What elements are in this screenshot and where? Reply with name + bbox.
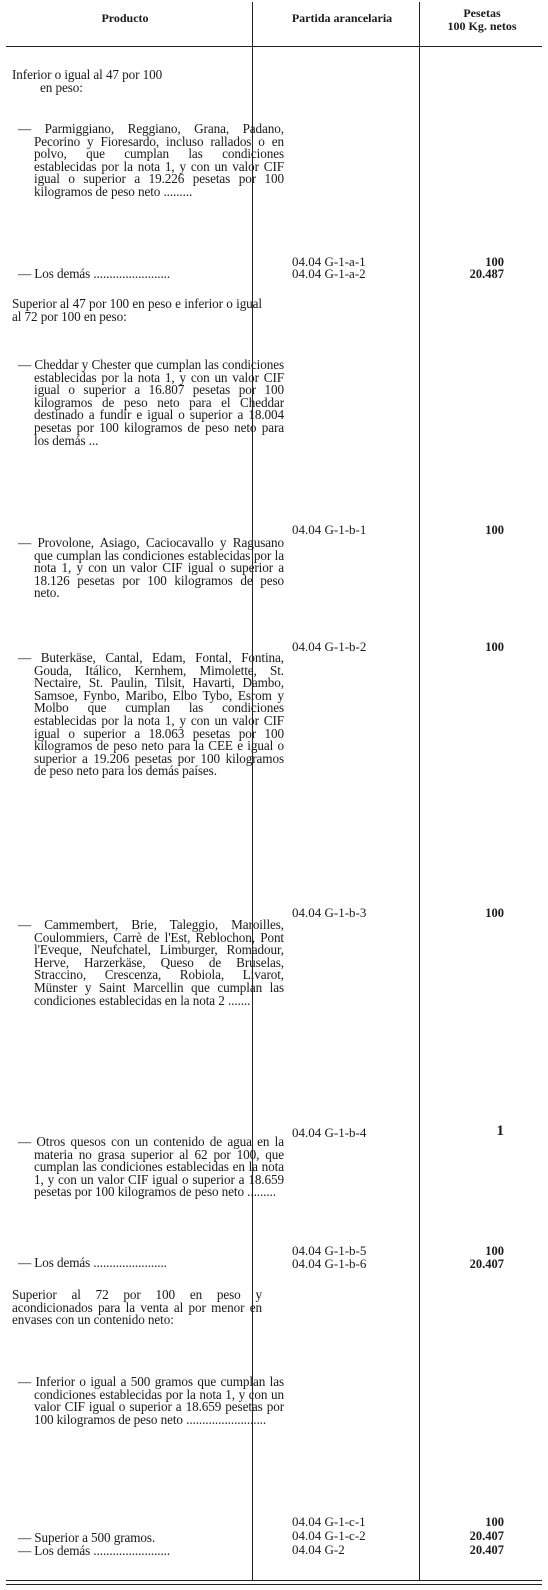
item-parmiggiano: — Parmiggiano, Reggiano, Grana, Padano, Pecorino y Fioresardo, incluso rallados o en polvo, que cumplan las condiciones establecidas por la nota 1, y con un valor CIF igual o superior a 19.226 pesetas por 100 kilogramos de peso neto .........: [18, 121, 284, 199]
item-provolone: — Provolone, Asiago, Caciocavallo y Ragusano que cumplan las condiciones establecidas por la nota 1, y con un valor CIF igual o superior a 18.126 pesetas por 100 kilogramos de peso neto.: [18, 535, 284, 601]
item-buterkase: — Buterkäse, Cantal, Edam, Fontal, Fontina, Gouda, Itálico, Kernhem, Mimolette, St. Nectaire, St. Paulin, Tilsit, Havarti, Dambo, Samsoe, Fynbo, Maribo, Elbo Tybo, Esrom y Molbo que cumplan las condiciones establecidas por la nota 1, y con un valor CIF igual o superior a 18.063 pesetas por 100 kilogramos de peso neto para la CEE e igual o superior a 19.206 pesetas por 100 kilogramos de peso neto para los demás países.: [18, 650, 284, 779]
valor-cell: 100: [485, 255, 504, 269]
partida-cell: 04.04 G-1-b-2: [292, 639, 367, 654]
valor-cell: 20.407: [469, 1529, 504, 1543]
valor-cell: 100: [485, 1515, 504, 1529]
partida-cell: 04.04 G-1-c-2: [292, 1528, 366, 1543]
header-producto: Producto: [101, 11, 149, 25]
valor-cell: 100: [485, 906, 504, 920]
section-1-title-line1: Inferior o igual al 47 por 100: [12, 67, 163, 82]
valor-cell: 100: [485, 1244, 504, 1258]
item-los-demas-1: — Los demás ........................: [18, 266, 171, 281]
bottom-rule-2: [6, 1584, 542, 1585]
section-3-title: Superior al 72 por 100 en peso y acondicionados para la venta al por menor en envases con un contenido neto:: [12, 1287, 262, 1328]
valor-cell: 100: [485, 640, 504, 654]
item-superior-500: — Superior a 500 gramos.: [18, 1530, 156, 1545]
valor-cell: 20.487: [469, 267, 504, 281]
item-los-demas-3: — Los demás ........................: [18, 1543, 171, 1558]
partida-cell: 04.04 G-2: [292, 1542, 345, 1557]
header-pesetas: [422, 7, 542, 33]
partida-cell: 04.04 G-1-b-5: [292, 1243, 367, 1258]
partida-cell: 04.04 G-1-b-6: [292, 1256, 367, 1271]
valor-cell: 100: [485, 523, 504, 537]
partida-cell: 04.04 G-1-a-2: [292, 266, 366, 281]
header-rule: [6, 46, 542, 47]
valor-cell: 20.407: [469, 1543, 504, 1557]
valor-cell: 20.407: [469, 1257, 504, 1271]
valor-cell: 1: [496, 1123, 504, 1139]
item-inferior-500: — Inferior o igual a 500 gramos que cumplan las condiciones establecidas por la nota 1, y con un valor CIF igual o superior a 18.659 pesetas por 100 kilogramos de peso neto .........................: [18, 1374, 284, 1427]
section-1-title-line2: en peso:: [40, 79, 83, 95]
section-1-title: [0, 69, 268, 94]
partida-cell: 04.04 G-1-b-3: [292, 905, 367, 920]
header-pesetas-line1: Pesetas: [463, 6, 501, 20]
section-2-title: Superior al 47 por 100 en peso e inferior o igual al 72 por 100 en peso:: [12, 296, 262, 324]
bottom-rule-1: [6, 1580, 542, 1581]
header-partida: Partida arancelaria: [291, 11, 393, 25]
column-divider-2: [419, 2, 420, 1580]
partida-cell: 04.04 G-1-c-1: [292, 1514, 366, 1529]
partida-cell: 04.04 G-1-b-1: [292, 522, 367, 537]
column-divider-1: [252, 2, 253, 1580]
partida-cell: 04.04 G-1-b-4: [292, 1125, 367, 1140]
header-pesetas-line2: 100 Kg. netos: [447, 19, 517, 33]
item-otros-quesos: — Otros quesos con un contenido de agua en la materia no grasa superior al 62 por 100, que cumplan las condiciones establecidas en la nota 1, y con un valor CIF igual o superior a 18.659 pesetas por 100 kilogramos de peso neto .........: [18, 1134, 284, 1200]
item-los-demas-2: — Los demás .......................: [18, 1255, 167, 1270]
item-cammembert: — Cammembert, Brie, Taleggio, Maroilles, Coulommiers, Carrè de l'Est, Reblochon, Pont l'Eveque, Neufchatel, Limburger, Romadour, Herve, Harzerkäse, Queso de Bruselas, Straccino, Crescenza, Robiola, Livarot, Münster y Saint Marcellin que cumplan las condiciones establecidas en la nota 2 .......: [18, 917, 284, 1008]
item-cheddar: — Cheddar y Chester que cumplan las condiciones establecidas por la nota 1, y con un valor CIF igual o superior a 16.807 pesetas por 100 kilogramos de peso neto para el Cheddar destinado a fundir e igual o superior a 18.004 pesetas por 100 kilogramos de peso neto para los demás ...: [18, 357, 284, 448]
partida-cell: 04.04 G-1-a-1: [292, 254, 366, 269]
